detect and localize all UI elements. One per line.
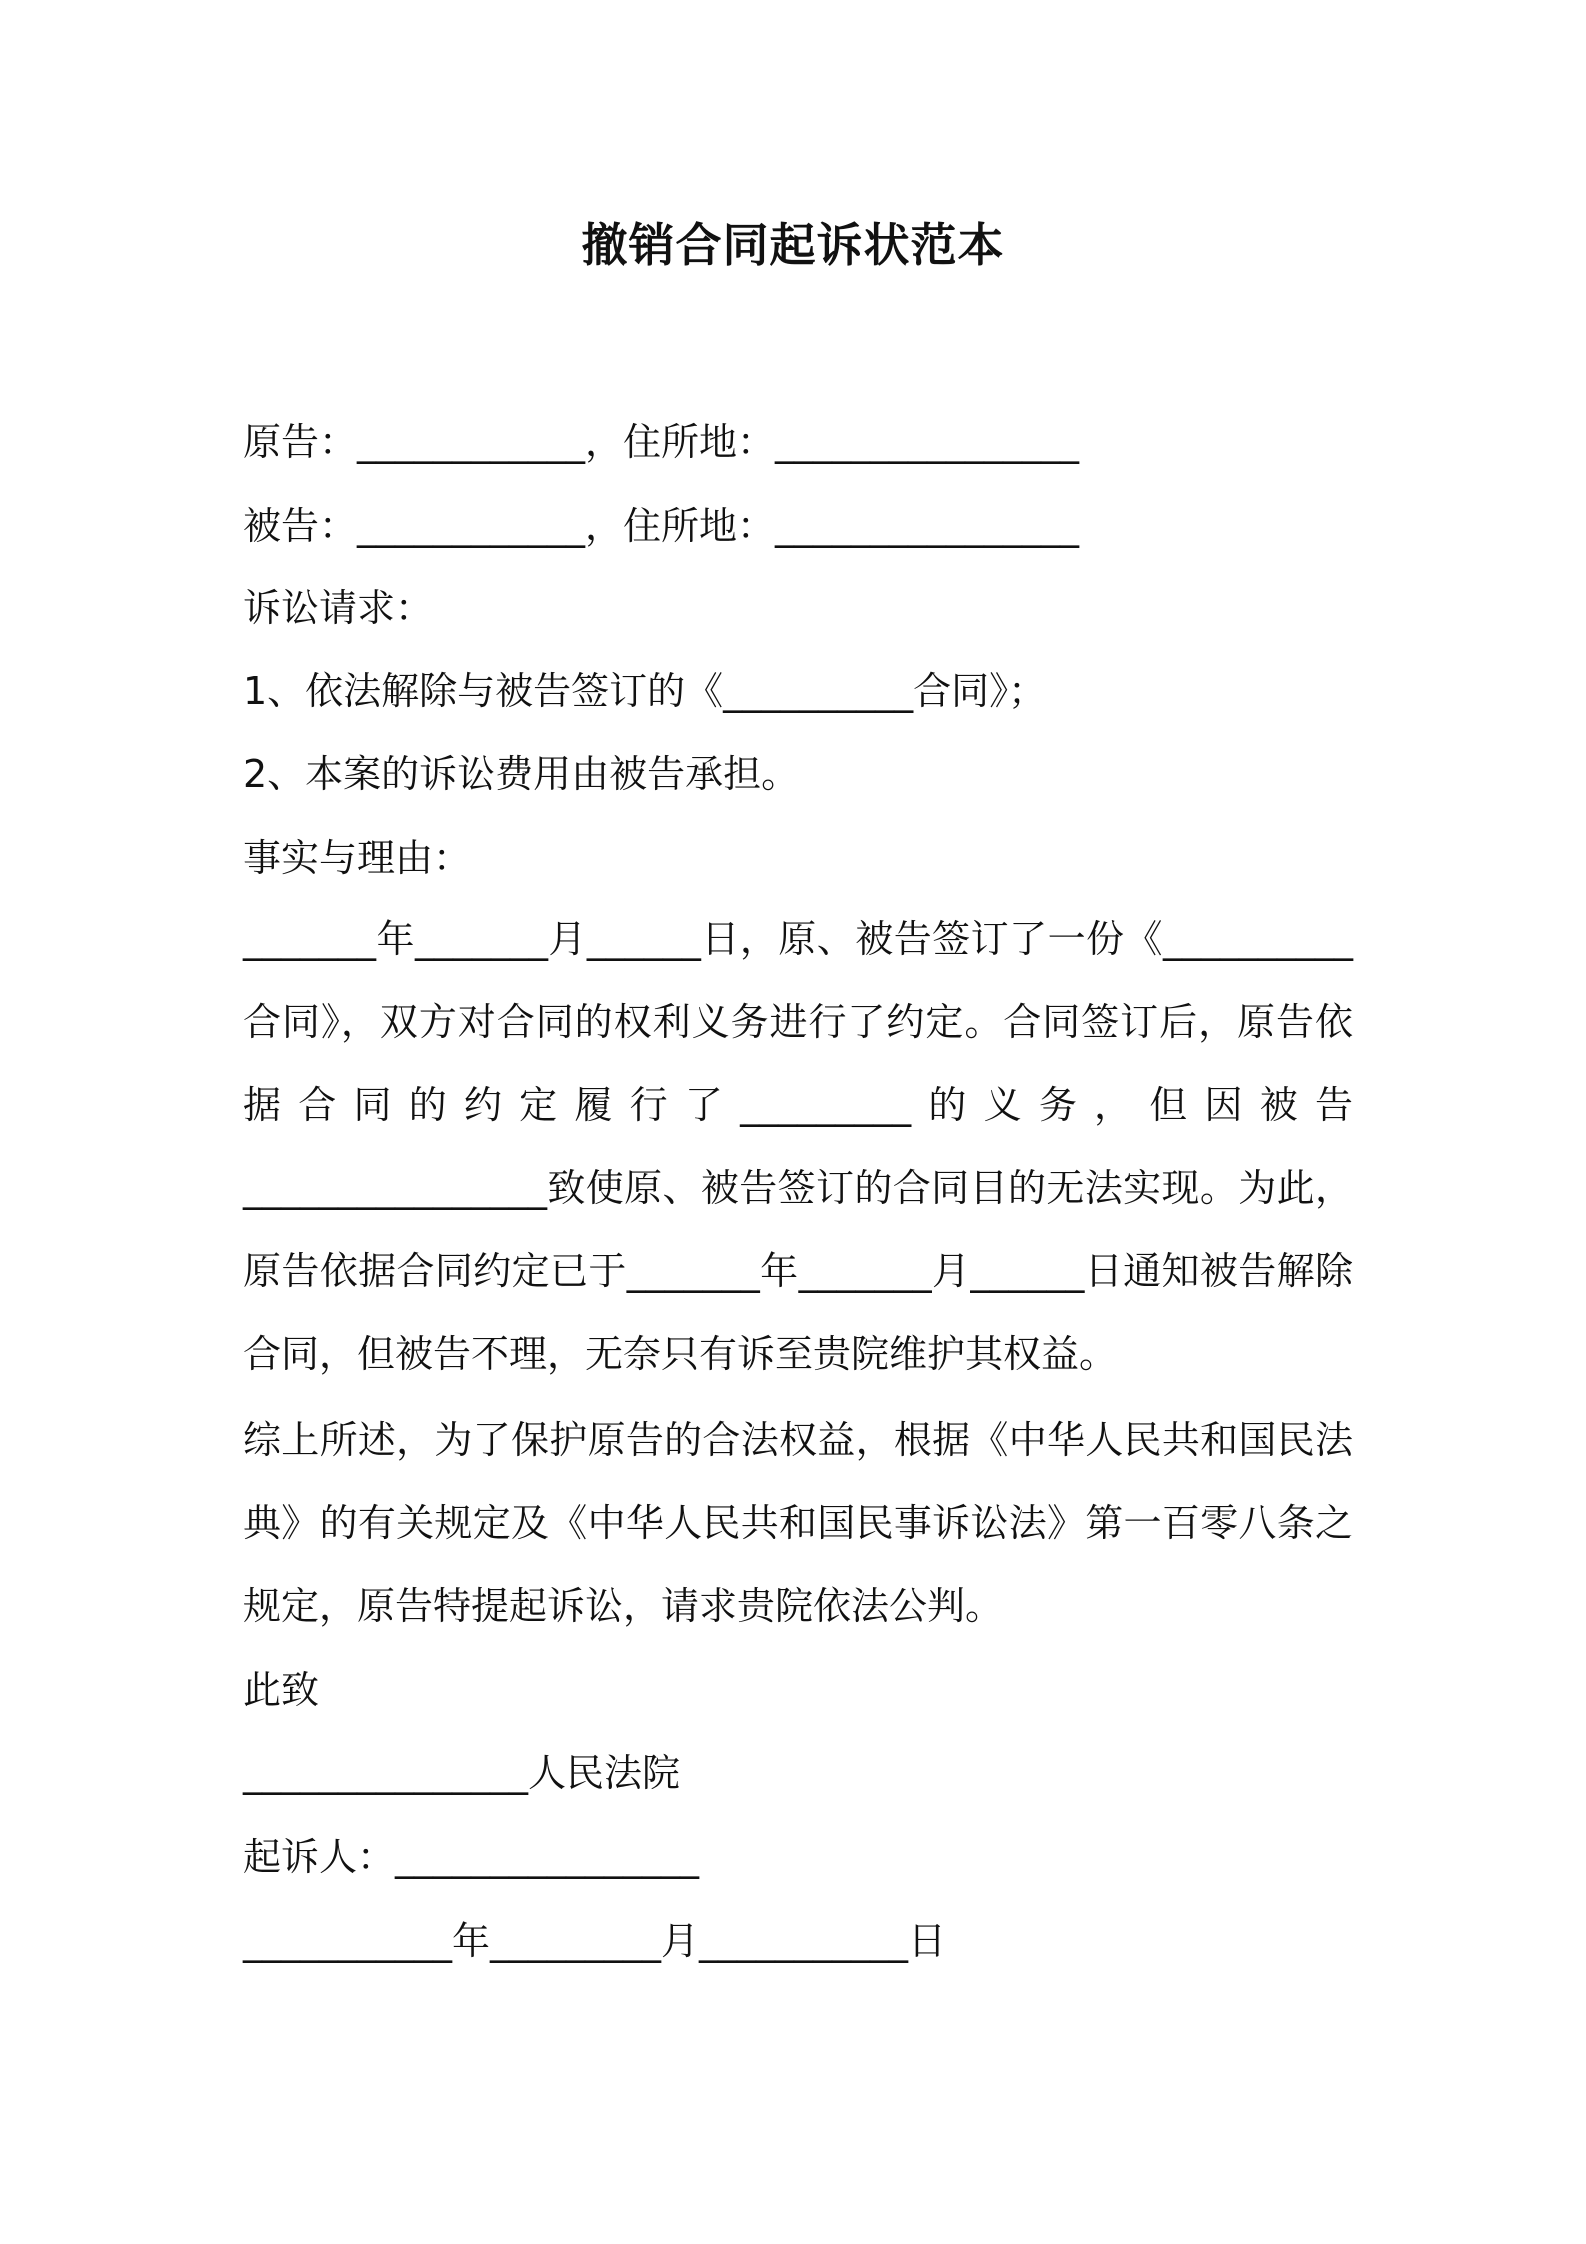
plaintiff-signature-line: 起诉人：________________	[243, 1835, 700, 1879]
facts-heading: 事实与理由：	[243, 836, 472, 880]
facts-paragraph: _______年_______月______日，原、被告签订了一份《__________合同》，双方对合同的权利义务进行了约定。合同签订后，原告依据合同的约定履行了_________的义务，但因被告________________致使原、被告签订的合同目的无法实现。为此，原告依据合同约定已于_______年_______月______日通知被告解除合同，但被告不理，无奈只有诉至贵院维护其权益。	[243, 917, 1353, 1376]
defendant-line: 被告：____________，住所地：________________	[243, 504, 1080, 548]
salutation: 此致	[243, 1668, 320, 1712]
document-title: 撤销合同起诉状范本	[581, 218, 1005, 272]
claim-item-2: 2、本案的诉讼费用由被告承担。	[243, 752, 800, 796]
plaintiff-line: 原告：____________，住所地：________________	[243, 420, 1080, 464]
court-line: _______________人民法院	[243, 1751, 681, 1795]
date-line: ___________年_________月___________日	[243, 1919, 947, 1963]
claim-item-1: 1、依法解除与被告签订的《__________合同》；	[243, 669, 1047, 713]
claims-heading: 诉讼请求：	[243, 586, 434, 630]
summary-paragraph: 综上所述，为了保护原告的合法权益，根据《中华人民共和国民法典》的有关规定及《中华人民共和国民事诉讼法》第一百零八条之规定，原告特提起诉讼，请求贵院依法公判。	[243, 1418, 1353, 1628]
